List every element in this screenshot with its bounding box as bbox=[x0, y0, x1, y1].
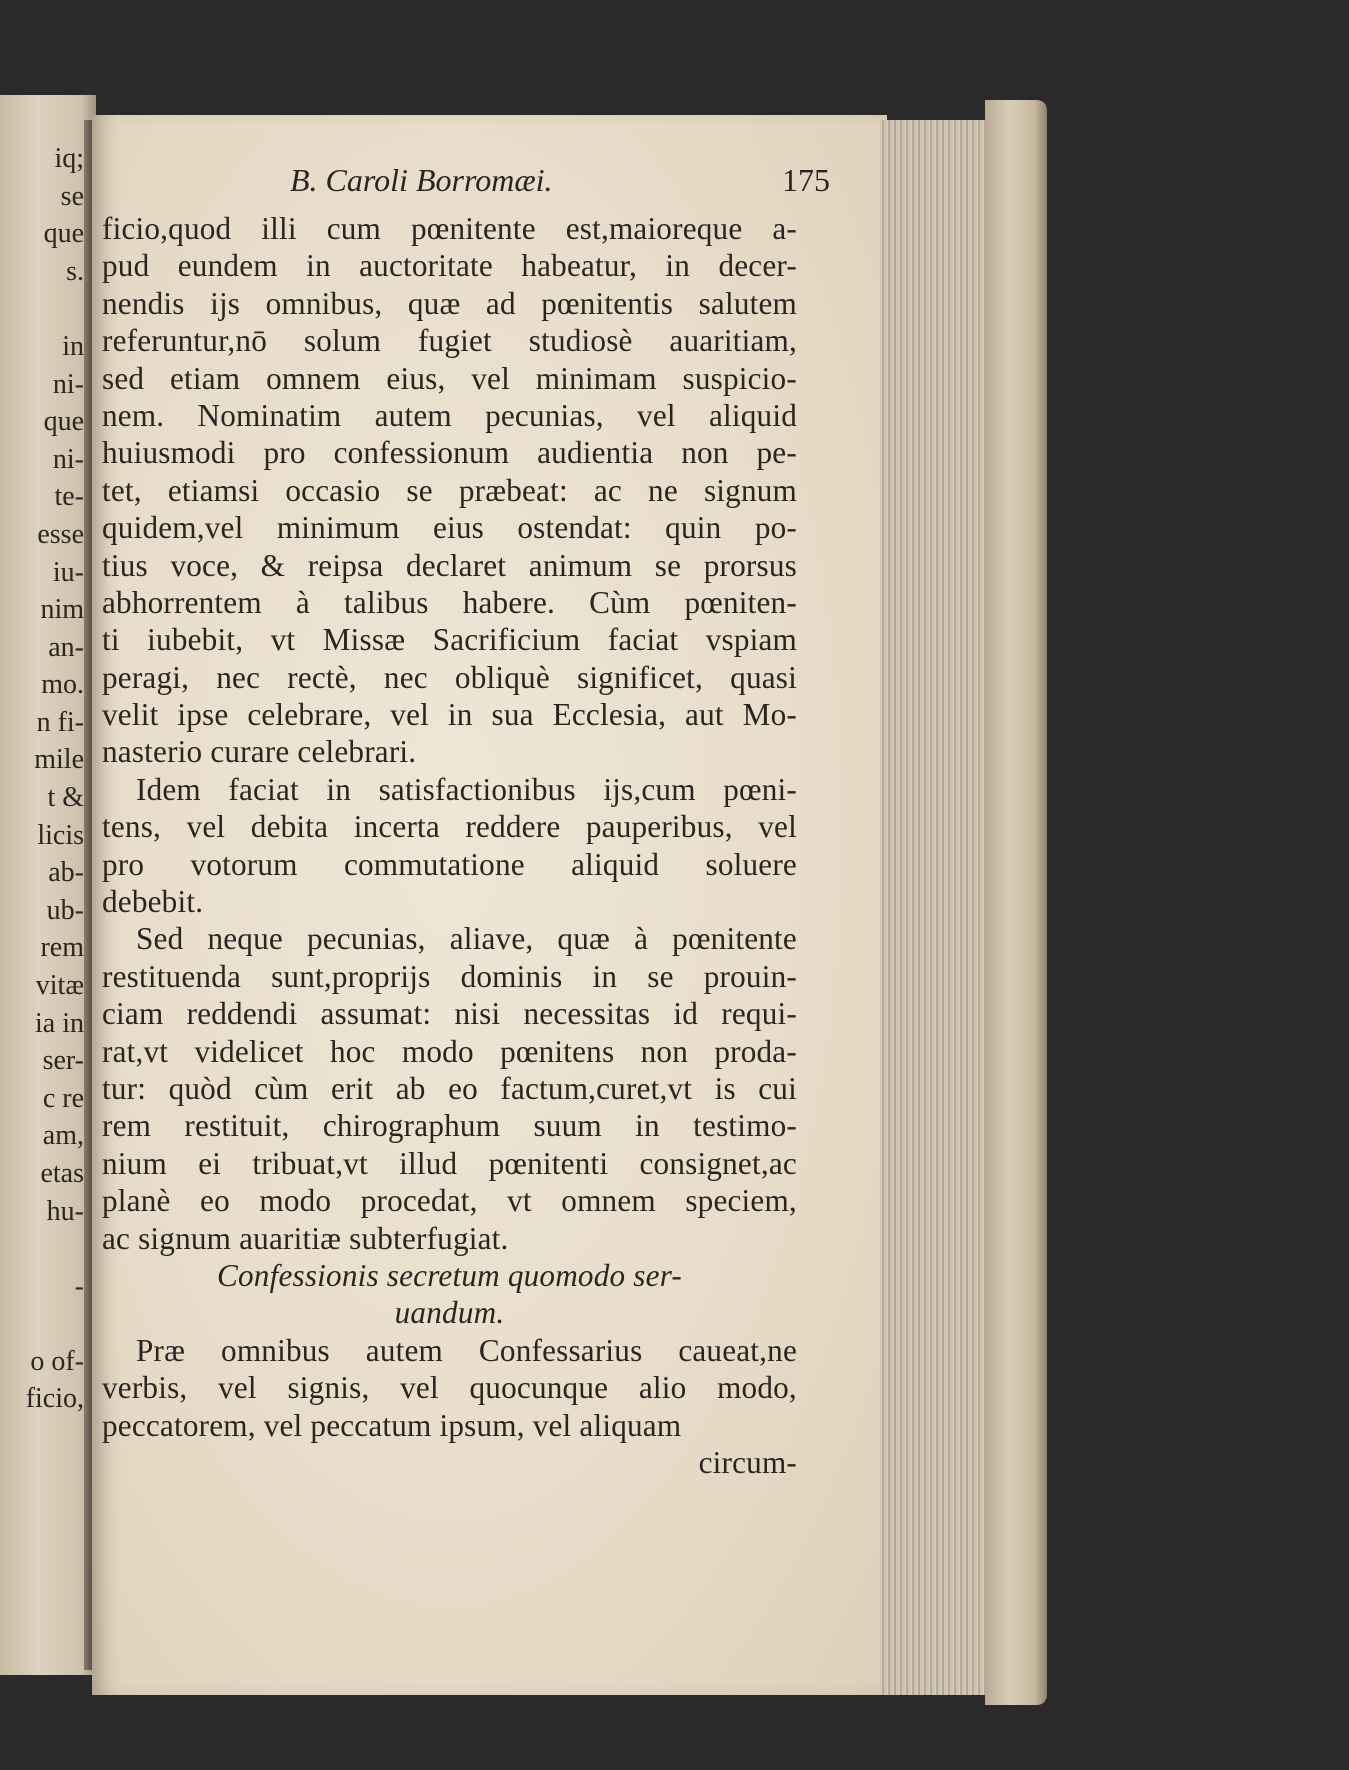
left-page-fragment: an- bbox=[48, 632, 84, 663]
text-line: peragi, nec rectè, nec obliquè significet, quasi bbox=[102, 659, 797, 695]
left-page-fragment: mile bbox=[34, 744, 84, 775]
text-line: Idem faciat in satisfactionibus ijs,cum pœni- bbox=[136, 771, 797, 807]
left-page-fragment: s. bbox=[66, 256, 84, 287]
text-line: referuntur,nō solum fugiet studiosè auaritiam, bbox=[102, 323, 797, 359]
left-page-fragment: - bbox=[74, 1271, 84, 1302]
left-page-fragment: ia in bbox=[35, 1008, 84, 1039]
text-line: ciam reddendi assumat: nisi necessitas id requi- bbox=[102, 996, 797, 1032]
text-line: abhorrentem à talibus habere. Cùm pœniten- bbox=[102, 584, 797, 620]
running-head: B. Caroli Borromæi. bbox=[290, 162, 553, 198]
text-line: nendis ijs omnibus, quæ ad pœnitentis salutem bbox=[102, 285, 797, 321]
left-page-fragment: iq; bbox=[54, 143, 84, 174]
text-line: tius voce, & reipsa declaret animum se prorsus bbox=[102, 547, 797, 583]
text-line: tens, vel debita incerta reddere pauperibus, vel bbox=[102, 809, 797, 845]
section-heading-line: Confessionis secretum quomodo ser- bbox=[216, 1257, 682, 1293]
left-page-fragment: hu- bbox=[46, 1196, 84, 1227]
left-page-fragment: ficio, bbox=[25, 1383, 84, 1414]
left-page-fragment: licis bbox=[37, 820, 84, 851]
text-line: peccatorem, vel peccatum ipsum, vel aliquam bbox=[102, 1407, 682, 1443]
left-page-fragment: am, bbox=[42, 1120, 84, 1151]
left-page-fragment: ni- bbox=[52, 369, 84, 400]
left-page-fragment: se bbox=[60, 181, 84, 212]
left-page-fragment: que bbox=[43, 406, 84, 437]
left-page-fragment: ub- bbox=[46, 895, 84, 926]
left-page-fragment: rem bbox=[40, 932, 84, 963]
text-line: Sed neque pecunias, aliave, quæ à pœnitente bbox=[136, 921, 797, 957]
page-number: 175 bbox=[782, 162, 830, 198]
text-line: velit ipse celebrare, vel in sua Ecclesia, aut Mo- bbox=[102, 697, 797, 733]
left-page-fragment: ab- bbox=[48, 857, 84, 888]
book-cover-edge bbox=[985, 100, 1047, 1705]
text-line: pud eundem in auctoritate habeatur, in decer- bbox=[102, 248, 797, 284]
text-line: huiusmodi pro confessionum audientia non pe- bbox=[102, 435, 797, 471]
text-line: rat,vt videlicet hoc modo pœnitens non proda- bbox=[102, 1033, 797, 1069]
left-page-fragment: o of- bbox=[30, 1346, 84, 1377]
text-line: Præ omnibus autem Confessarius caueat,ne bbox=[136, 1332, 797, 1368]
left-page-fragment: vitæ bbox=[35, 970, 84, 1001]
body-text bbox=[102, 210, 797, 1481]
left-page-fragment: iu- bbox=[52, 557, 84, 588]
left-page-fragment: c re bbox=[42, 1083, 84, 1114]
text-line: ti iubebit, vt Missæ Sacrificium faciat vspiam bbox=[102, 622, 797, 658]
text-line: nem. Nominatim autem pecunias, vel aliquid bbox=[102, 397, 797, 433]
text-line: sed etiam omnem eius, vel minimam suspicio- bbox=[102, 360, 797, 396]
text-line: ac signum auaritiæ subterfugiat. bbox=[102, 1220, 509, 1256]
left-page-fragment: esse bbox=[37, 519, 84, 550]
page-edges bbox=[880, 120, 990, 1695]
text-line: circum- bbox=[698, 1444, 797, 1480]
left-page-fragment: ser- bbox=[42, 1045, 84, 1076]
text-line: restituenda sunt,proprijs dominis in se prouin- bbox=[102, 958, 797, 994]
text-line: rem restituit, chirographum suum in testimo- bbox=[102, 1108, 797, 1144]
text-line: ficio,quod illi cum pœnitente est,maioreque a- bbox=[102, 211, 797, 246]
left-page-fragment: nim bbox=[40, 594, 84, 625]
left-page-fragment: te- bbox=[54, 481, 84, 512]
left-page-fragment: etas bbox=[40, 1158, 84, 1189]
text-line: tur: quòd cùm erit ab eo factum,curet,vt is cui bbox=[102, 1070, 797, 1106]
page-header bbox=[290, 162, 830, 202]
text-line: nium ei tribuat,vt illud pœnitenti consignet,ac bbox=[102, 1145, 797, 1181]
text-line: planè eo modo procedat, vt omnem speciem, bbox=[102, 1183, 797, 1219]
section-heading-line: uandum. bbox=[394, 1295, 505, 1331]
left-page-fragment: n fi- bbox=[36, 707, 84, 738]
left-page-fragment: ni- bbox=[52, 444, 84, 475]
left-page-fragment: t & bbox=[47, 782, 84, 813]
left-page-fragment: mo. bbox=[41, 669, 84, 700]
text-line: quidem,vel minimum eius ostendat: quin po- bbox=[102, 510, 797, 546]
text-line: debebit. bbox=[102, 884, 204, 920]
text-line: pro votorum commutatione aliquid soluere bbox=[102, 846, 797, 882]
text-line: verbis, vel signis, vel quocunque alio modo, bbox=[102, 1370, 797, 1406]
left-page-fragment: in bbox=[62, 331, 84, 362]
left-page-fragment: que bbox=[43, 218, 84, 249]
text-line: nasterio curare celebrari. bbox=[102, 734, 417, 770]
text-line: tet, etiamsi occasio se præbeat: ac ne signum bbox=[102, 472, 797, 508]
